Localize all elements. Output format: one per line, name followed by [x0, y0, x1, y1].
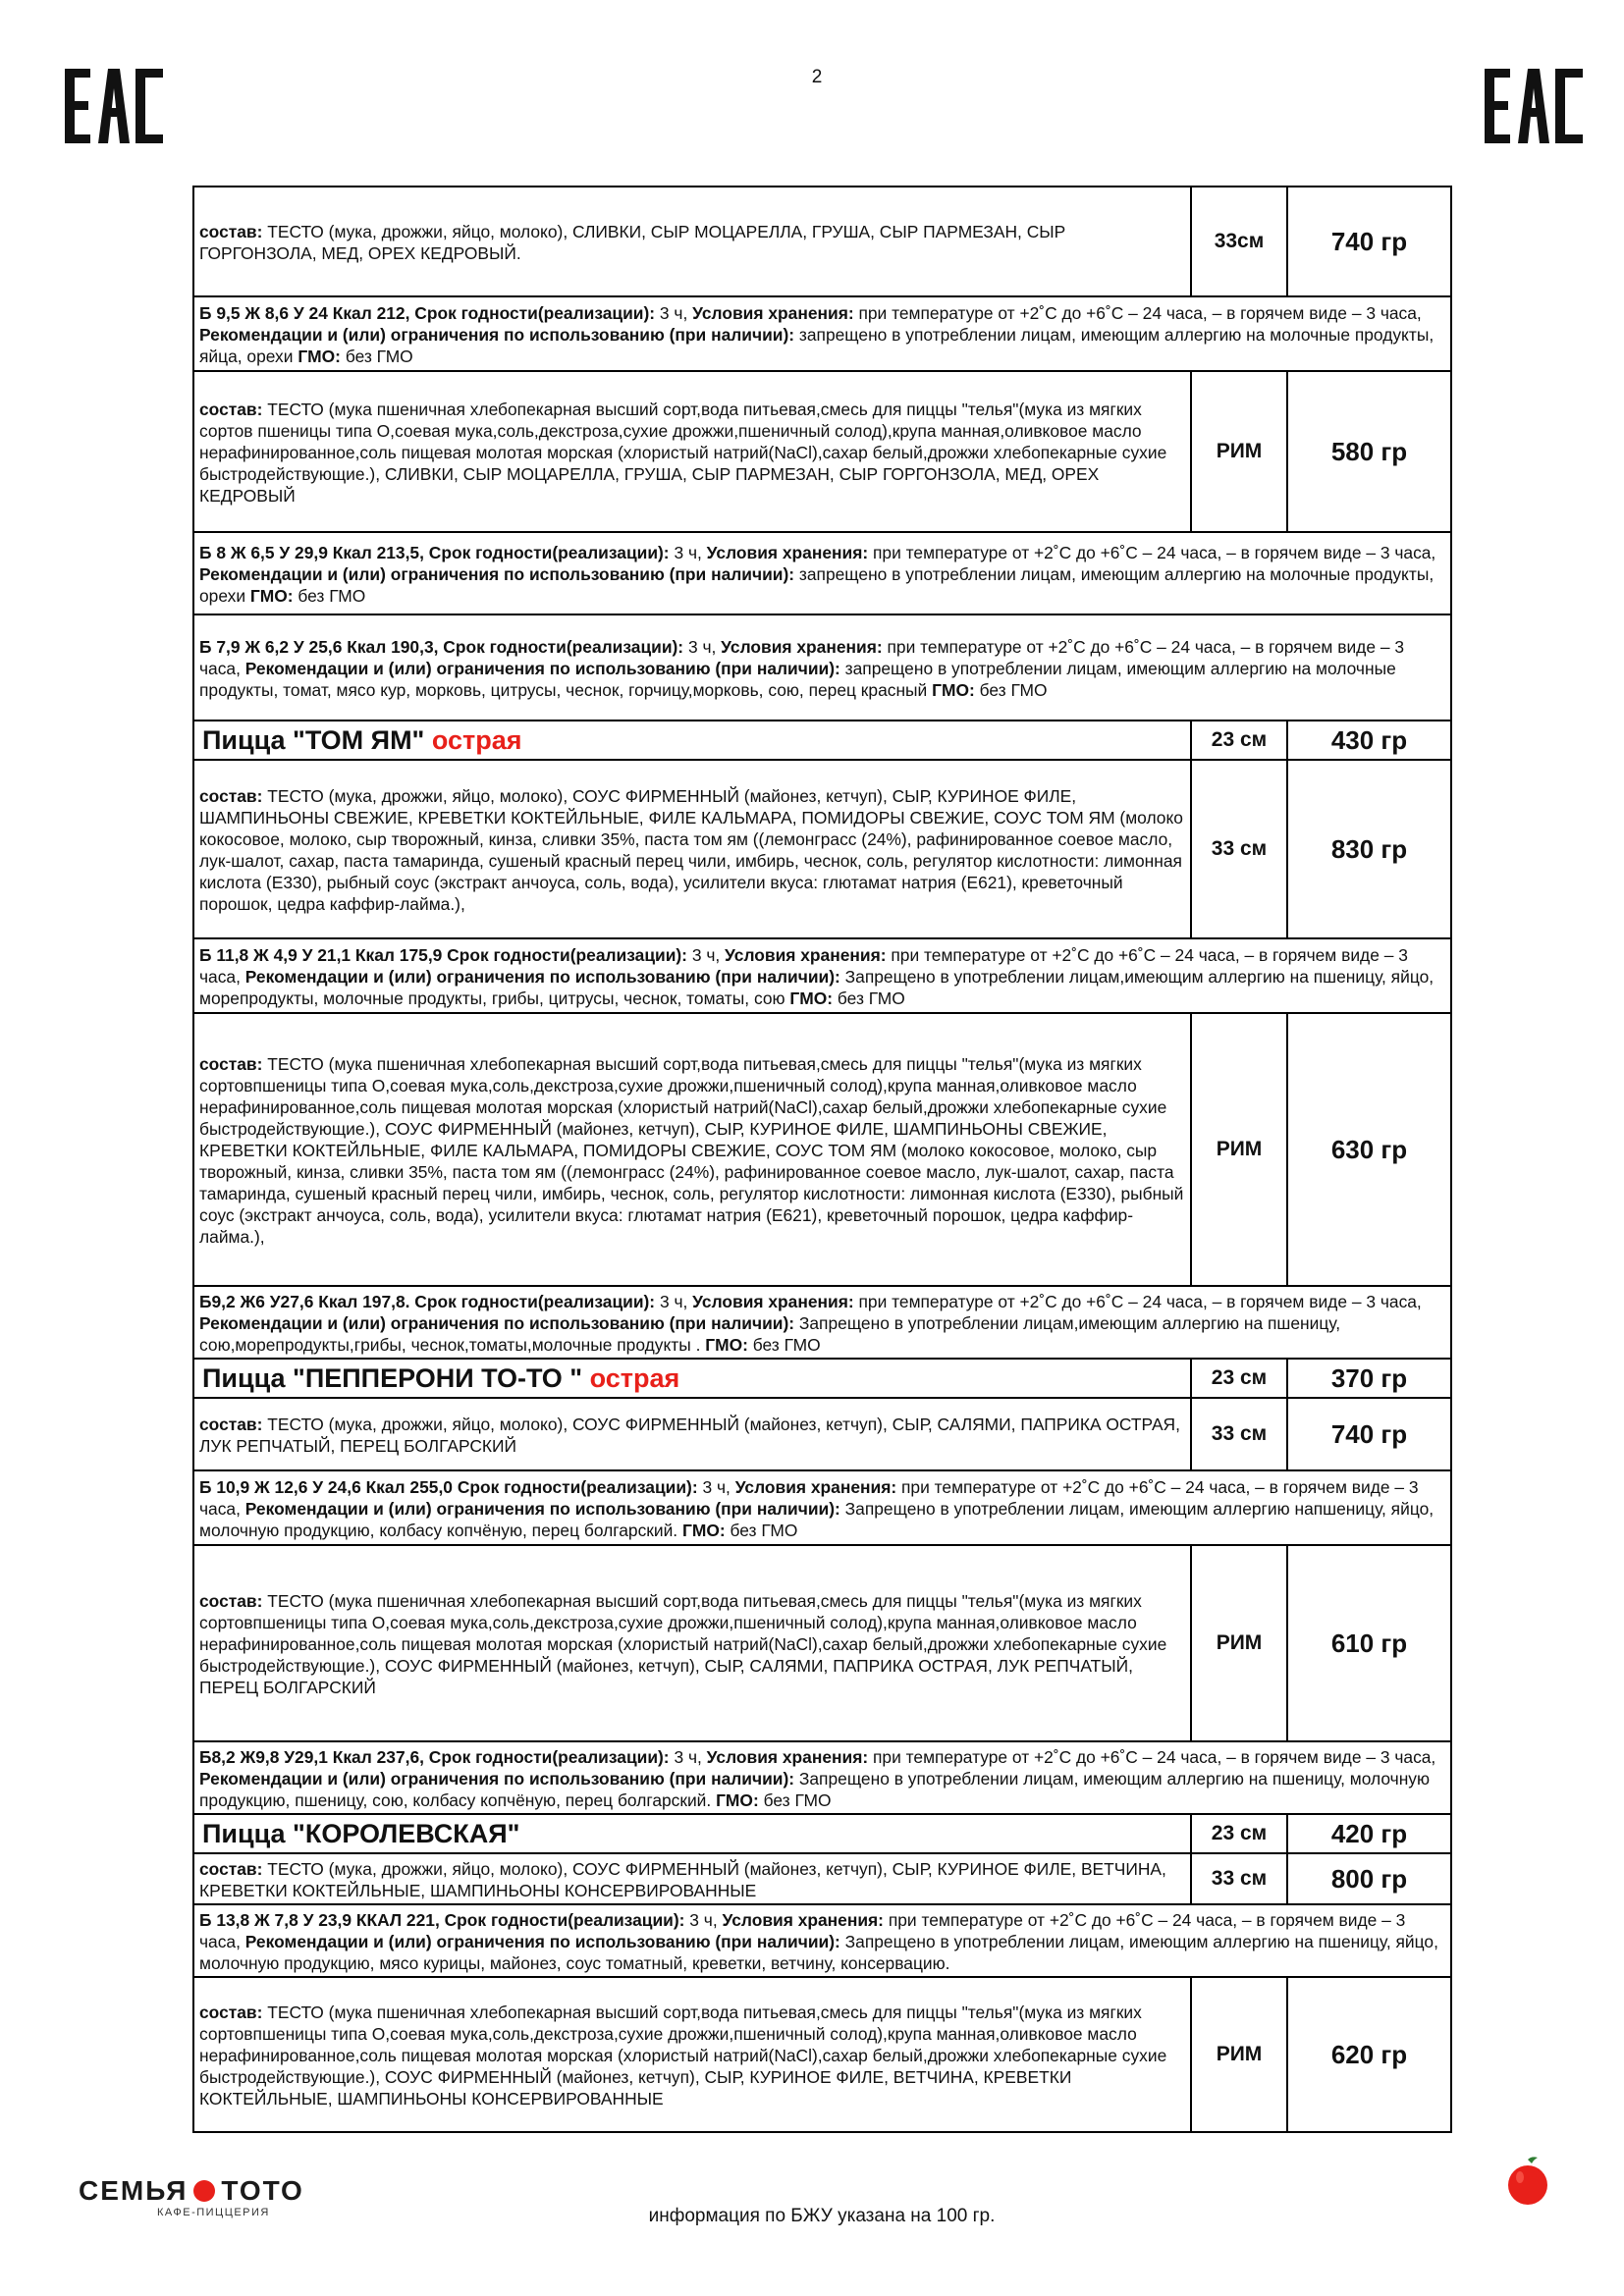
size-cell: 23 см [1191, 721, 1287, 760]
brand-name-right: ТОТО [221, 2175, 304, 2206]
pizza-title-row [193, 1814, 1451, 1853]
page-number: 2 [811, 67, 823, 87]
pizza-title [193, 721, 1191, 760]
composition-text: состав: ТЕСТО (мука, дрожжи, яйцо, молоко), СОУС ФИРМЕННЫЙ (майонез, кетчуп), СЫР, КУРИНОЕ ФИЛЕ, ВЕТЧИНА, КРЕВЕТКИ КОКТЕЙЛЬНЫЕ, ШАМПИНЬОНЫ КОНСЕРВИРОВАННЫЕ [193, 1853, 1191, 1904]
composition-text: состав: ТЕСТО (мука пшеничная хлебопекарная высший сорт,вода питьевая,смесь для пиццы "телья"(мука из мягких сортов пшеницы типа О,соевая мука,соль,декстроза,сухие дрожжи,пшеничный солод),крупа манная,оливковое масло нерафинированное,соль пищевая молотая морская (хлористый натрий(NaCl),сахар белый,дрожжи хлебопекарные сухие быстродействующие.), СЛИВКИ, СЫР МОЦАРЕЛЛА, ГРУША, СЫР ПАРМЕЗАН, СЫР ГОРГОНЗОЛА, МЕД, ОРЕХ КЕДРОВЫЙ [193, 371, 1191, 532]
pizza-title [193, 1359, 1191, 1398]
weight-cell: 800 гр [1287, 1853, 1451, 1904]
weight-cell: 430 гр [1287, 721, 1451, 760]
nutrition-info: Б 9,5 Ж 8,6 У 24 Ккал 212, Срок годности(реализации): 3 ч, Условия хранения: при температуре от +2˚С до +6˚С – 24 часа, – в горячем виде – 3 часа, Рекомендации и (или) ограничения по использованию (при наличии): запрещено в употреблении лицам, имеющим аллергию на молочные продукты, яйца, орехи ГМО: без ГМО [193, 296, 1451, 371]
size-cell: РИМ [1191, 1013, 1287, 1286]
pizza-name: Пицца "ТОМ ЯМ" [202, 724, 432, 755]
weight-cell: 370 гр [1287, 1359, 1451, 1398]
composition-row [193, 1013, 1451, 1286]
nutrition-info: Б8,2 Ж9,8 У29,1 Ккал 237,6, Срок годности(реализации): 3 ч, Условия хранения: при температуре от +2˚С до +6˚С – 24 часа, – в горячем виде – 3 часа, Рекомендации и (или) ограничения по использованию (при наличии): Запрещено в употреблении лицам, имеющим аллергию на пшеницу, молочную продукцию, пшеницу, сою, колбасу копчёную, перец болгарский. ГМО: без ГМО [193, 1741, 1451, 1814]
brand-subtitle: КАФЕ-ПИЦЦЕРИЯ [157, 2207, 270, 2218]
pizza-title [193, 1814, 1191, 1853]
weight-cell: 630 гр [1287, 1013, 1451, 1286]
weight-cell: 830 гр [1287, 760, 1451, 938]
composition-text: состав: ТЕСТО (мука пшеничная хлебопекарная высший сорт,вода питьевая,смесь для пиццы "телья"(мука из мягких сортовпшеницы типа О,соевая мука,соль,декстроза,сухие дрожжи,пшеничный солод),крупа манная,оливковое масло нерафинированное,соль пищевая молотая морская (хлористый натрий(NaCl),сахар белый,дрожжи хлебопекарные сухие быстродействующие.), СОУС ФИРМЕННЫЙ (майонез, кетчуп), СЫР, КУРИНОЕ ФИЛЕ, ШАМПИНЬОНЫ СВЕЖИЕ, КРЕВЕТКИ КОКТЕЙЛЬНЫЕ, ФИЛЕ КАЛЬМАРА, ПОМИДОРЫ СВЕЖИЕ, СОУС ТОМ ЯМ (молоко кокосовое, молоко, сыр творожный, кинза, сливки 35%, паста том ям ((лемонграсс (24%), рафинированное соевое масло, лук-шалот, сахар, паста тамаринда, сушеный красный перец чили, имбирь, чеснок, соль, регулятор кислотности: лимонная кислота (Е330), рыбный соус (экстракт анчоуса, соль, вода), усилители вкуса: глютамат натрия (Е621), креветочный порошок, цедра каффир-лайма.), [193, 1013, 1191, 1286]
nutrition-row [193, 1904, 1451, 1977]
composition-text: состав: ТЕСТО (мука пшеничная хлебопекарная высший сорт,вода питьевая,смесь для пиццы "телья"(мука из мягких сортовпшеницы типа О,соевая мука,соль,декстроза,сухие дрожжи,пшеничный солод),крупа манная,оливковое масло нерафинированное,соль пищевая молотая морская (хлористый натрий(NaCl),сахар белый,дрожжи хлебопекарные сухие быстродействующие.), СОУС ФИРМЕННЫЙ (майонез, кетчуп), СЫР, КУРИНОЕ ФИЛЕ, ВЕТЧИНА, КРЕВЕТКИ КОКТЕЙЛЬНЫЕ, ШАМПИНЬОНЫ КОНСЕРВИРОВАННЫЕ [193, 1977, 1191, 2132]
nutrition-row [193, 532, 1451, 614]
size-cell: 33 см [1191, 1853, 1287, 1904]
nutrition-info: Б 8 Ж 6,5 У 29,9 Ккал 213,5, Срок годности(реализации): 3 ч, Условия хранения: при температуре от +2˚С до +6˚С – 24 часа, – в горячем виде – 3 часа, Рекомендации и (или) ограничения по использованию (при наличии): запрещено в употреблении лицам, имеющим аллергию на молочные продукты, орехи ГМО: без ГМО [193, 532, 1451, 614]
tomato-icon [193, 2180, 215, 2202]
nutrition-row [193, 1470, 1451, 1545]
nutrition-info: Б 7,9 Ж 6,2 У 25,6 Ккал 190,3, Срок годности(реализации): 3 ч, Условия хранения: при температуре от +2˚С до +6˚С – 24 часа, – в горячем виде – 3 часа, Рекомендации и (или) ограничения по использованию (при наличии): запрещено в употреблении лицам, имеющим аллергию на молочные продукты, томат, мясо кур, морковь, цитрусы, чеснок, горчицу,морковь, сою, перец красный ГМО: без ГМО [193, 614, 1451, 721]
brand-name-left: СЕМЬЯ [79, 2175, 189, 2206]
weight-cell: 420 гр [1287, 1814, 1451, 1853]
nutrition-info: Б 11,8 Ж 4,9 У 21,1 Ккал 175,9 Срок годности(реализации): 3 ч, Условия хранения: при температуре от +2˚С до +6˚С – 24 часа, – в горячем виде – 3 часа, Рекомендации и (или) ограничения по использованию (при наличии): Запрещено в употреблении лицам,имеющим аллергию на пшеницу, яйцо, морепродукты, молочные продукты, грибы, цитрусы, чеснок, томаты, сою ГМО: без ГМО [193, 938, 1451, 1013]
weight-cell: 580 гр [1287, 371, 1451, 532]
size-cell: 33 см [1191, 760, 1287, 938]
composition-row [193, 1398, 1451, 1470]
spicy-label: острая [431, 724, 522, 755]
size-cell: РИМ [1191, 1977, 1287, 2132]
nutrition-row [193, 1741, 1451, 1814]
brand-name [79, 2175, 304, 2207]
size-cell: 33см [1191, 187, 1287, 296]
composition-text: состав: ТЕСТО (мука, дрожжи, яйцо, молоко), СЛИВКИ, СЫР МОЦАРЕЛЛА, ГРУША, СЫР ПАРМЕЗАН, СЫР ГОРГОНЗОЛА, МЕД, ОРЕХ КЕДРОВЫЙ. [193, 187, 1191, 296]
nutrition-row [193, 1286, 1451, 1359]
composition-row [193, 1853, 1451, 1904]
eac-mark-right [1483, 67, 1587, 145]
nutrition-info: Б 10,9 Ж 12,6 У 24,6 Ккал 255,0 Срок годности(реализации): 3 ч, Условия хранения: при температуре от +2˚С до +6˚С – 24 часа, – в горячем виде – 3 часа, Рекомендации и (или) ограничения по использованию (при наличии): Запрещено в употреблении лицам, имеющим аллергию напшеницу, яйцо, молочную продукцию, колбасу копчёную, перец болгарский. ГМО: без ГМО [193, 1470, 1451, 1545]
composition-row [193, 760, 1451, 938]
nutrition-row [193, 296, 1451, 371]
eac-certification-icon [1483, 67, 1587, 145]
menu-table [192, 186, 1452, 2133]
weight-cell: 620 гр [1287, 1977, 1451, 2132]
composition-row [193, 1977, 1451, 2132]
composition-row [193, 187, 1451, 296]
composition-text: состав: ТЕСТО (мука пшеничная хлебопекарная высший сорт,вода питьевая,смесь для пиццы "телья"(мука из мягких сортовпшеницы типа О,соевая мука,соль,декстроза,сухие дрожжи,пшеничный солод),крупа манная,оливковое масло нерафинированное,соль пищевая молотая морская (хлористый натрий(NaCl),сахар белый,дрожжи хлебопекарные сухие быстродействующие.), СОУС ФИРМЕННЫЙ (майонез, кетчуп), СЫР, САЛЯМИ, ПАПРИКА ОСТРАЯ, ЛУК РЕПЧАТЫЙ, ПЕРЕЦ БОЛГАРСКИЙ [193, 1545, 1191, 1741]
pizza-title-row [193, 721, 1451, 760]
weight-cell: 740 гр [1287, 187, 1451, 296]
composition-row [193, 371, 1451, 532]
nutrition-info: Б 13,8 Ж 7,8 У 23,9 ККАЛ 221, Срок годности(реализации): 3 ч, Условия хранения: при температуре от +2˚С до +6˚С – 24 часа, – в горячем виде – 3 часа, Рекомендации и (или) ограничения по использованию (при наличии): Запрещено в употреблении лицам, имеющим аллергию на пшеницу, яйцо, молочную продукцию, мясо курицы, майонез, соус томатный, креветки, ветчину, консервацию. [193, 1904, 1451, 1977]
pizza-name: Пицца "КОРОЛЕВСКАЯ" [202, 1818, 520, 1848]
composition-text: состав: ТЕСТО (мука, дрожжи, яйцо, молоко), СОУС ФИРМЕННЫЙ (майонез, кетчуп), СЫР, САЛЯМИ, ПАПРИКА ОСТРАЯ, ЛУК РЕПЧАТЫЙ, ПЕРЕЦ БОЛГАРСКИЙ [193, 1398, 1191, 1470]
composition-text: состав: ТЕСТО (мука, дрожжи, яйцо, молоко), СОУС ФИРМЕННЫЙ (майонез, кетчуп), СЫР, КУРИНОЕ ФИЛЕ, ШАМПИНЬОНЫ СВЕЖИЕ, КРЕВЕТКИ КОКТЕЙЛЬНЫЕ, ФИЛЕ КАЛЬМАРА, ПОМИДОРЫ СВЕЖИЕ, СОУС ТОМ ЯМ (молоко кокосовое, молоко, сыр творожный, кинза, сливки 35%, паста том ям ((лемонграсс (24%), рафинированное соевое масло, лук-шалот, сахар, паста тамаринда, сушеный красный перец чили, имбирь, чеснок, соль, регулятор кислотности: лимонная кислота (Е330), рыбный соус (экстракт анчоуса, соль, вода), усилители вкуса: глютамат натрия (Е621), креветочный порошок, цедра каффир-лайма.), [193, 760, 1191, 938]
nutrition-row [193, 614, 1451, 721]
menu-table-body [193, 187, 1451, 2132]
size-cell: РИМ [1191, 371, 1287, 532]
spicy-label: острая [589, 1362, 680, 1393]
tomato-logo-icon [1504, 2156, 1551, 2207]
nutrition-info: Б9,2 Ж6 У27,6 Ккал 197,8. Срок годности(реализации): 3 ч, Условия хранения: при температуре от +2˚С до +6˚С – 24 часа, – в горячем виде – 3 часа, Рекомендации и (или) ограничения по использованию (при наличии): Запрещено в употреблении лицам,имеющим аллергию на пшеницу, сою,морепродукты,грибы, чеснок,томаты,молочные продукты . ГМО: без ГМО [193, 1286, 1451, 1359]
size-cell: 23 см [1191, 1359, 1287, 1398]
weight-cell: 740 гр [1287, 1398, 1451, 1470]
composition-row [193, 1545, 1451, 1741]
size-cell: 23 см [1191, 1814, 1287, 1853]
nutrition-footnote: информация по БЖУ указана на 100 гр. [648, 2206, 996, 2226]
weight-cell: 610 гр [1287, 1545, 1451, 1741]
size-cell: 33 см [1191, 1398, 1287, 1470]
nutrition-row [193, 938, 1451, 1013]
pizza-title-row [193, 1359, 1451, 1398]
pizza-name: Пицца "ПЕППЕРОНИ ТО-ТО " [202, 1362, 590, 1393]
size-cell: РИМ [1191, 1545, 1287, 1741]
